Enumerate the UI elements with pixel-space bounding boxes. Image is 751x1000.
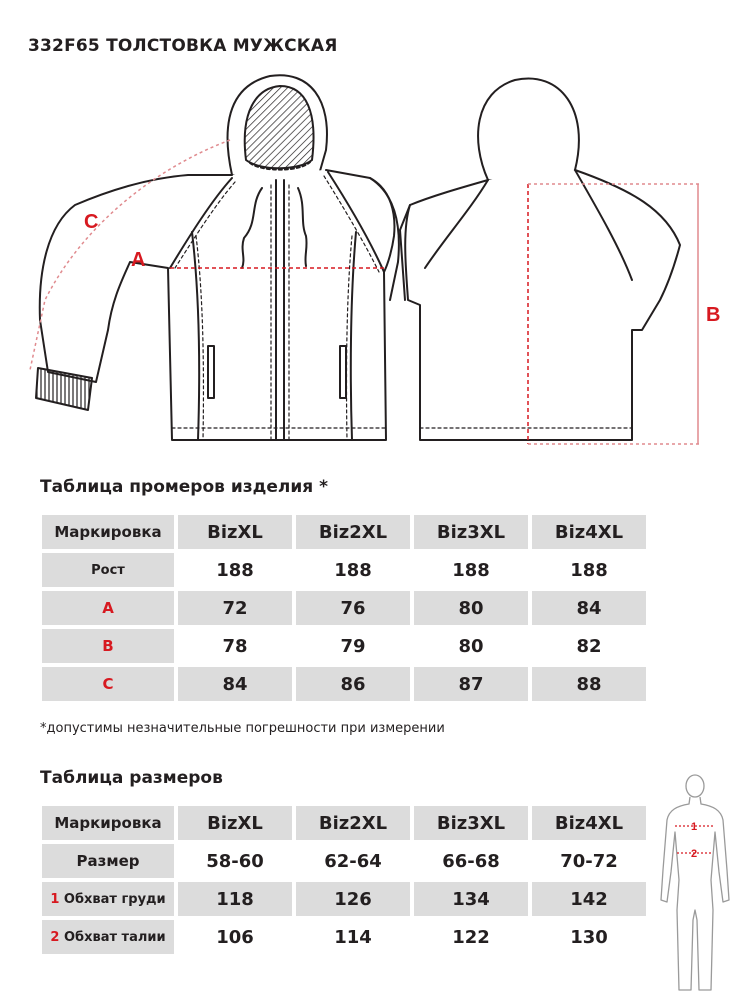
row-label [42, 844, 174, 878]
row-label [42, 882, 174, 916]
table-row [42, 806, 646, 840]
row-number: 1 [50, 891, 60, 907]
table-cell: 87 [414, 667, 528, 701]
table-row [42, 515, 646, 549]
garment-drawing [0, 60, 751, 460]
table-row [42, 629, 646, 663]
header-cell: Biz2XL [296, 515, 410, 549]
table-cell: 78 [178, 629, 292, 663]
table-cell: 134 [414, 882, 528, 916]
table-cell: 188 [296, 553, 410, 587]
table-cell: 86 [296, 667, 410, 701]
size-table-heading: Таблица размеров [40, 768, 223, 788]
table-cell: 84 [178, 667, 292, 701]
row-label: B [42, 629, 174, 663]
header-cell: Biz2XL [296, 806, 410, 840]
table-cell: 142 [532, 882, 646, 916]
size-table [38, 802, 650, 958]
table-cell: 76 [296, 591, 410, 625]
footnote: *допустимы незначительные погрешности при измерении [40, 721, 445, 736]
table-cell: 122 [414, 920, 528, 954]
table-row [42, 882, 646, 916]
header-cell: BizXL [178, 806, 292, 840]
table-cell: 188 [414, 553, 528, 587]
table-row [42, 920, 646, 954]
table-cell: 72 [178, 591, 292, 625]
table-cell: 88 [532, 667, 646, 701]
figure-marker-2: 2 [691, 848, 698, 860]
row-label-text: Обхват талии [63, 929, 166, 945]
table-cell: 106 [178, 920, 292, 954]
row-number: 2 [50, 929, 60, 945]
header-cell: Маркировка [42, 806, 174, 840]
row-label-text: Размер [76, 852, 140, 870]
row-label-text: Обхват груди [63, 891, 166, 907]
table-cell: 130 [532, 920, 646, 954]
table-cell: 188 [532, 553, 646, 587]
table-cell: 79 [296, 629, 410, 663]
table-row [42, 553, 646, 587]
row-label [42, 920, 174, 954]
header-cell: Biz3XL [414, 515, 528, 549]
body-figure-illustration [655, 770, 735, 995]
table-cell: 82 [532, 629, 646, 663]
table-cell: 84 [532, 591, 646, 625]
table-row [42, 591, 646, 625]
table-cell: 114 [296, 920, 410, 954]
table-cell: 66-68 [414, 844, 528, 878]
label-c: C [84, 211, 99, 233]
table-cell: 188 [178, 553, 292, 587]
page-title: 332F65 ТОЛСТОВКА МУЖСКАЯ [28, 36, 338, 56]
table-cell: 80 [414, 629, 528, 663]
table-row [42, 667, 646, 701]
table-row [42, 844, 646, 878]
table-cell: 118 [178, 882, 292, 916]
row-label: Рост [42, 553, 174, 587]
table-cell: 70-72 [532, 844, 646, 878]
label-b: B [706, 304, 721, 326]
back-body [405, 170, 680, 440]
table-cell: 126 [296, 882, 410, 916]
row-label: C [42, 667, 174, 701]
table-cell: 62-64 [296, 844, 410, 878]
row-label: A [42, 591, 174, 625]
header-cell: Biz4XL [532, 515, 646, 549]
label-a: A [131, 249, 146, 271]
header-cell: BizXL [178, 515, 292, 549]
measure-table-heading: Таблица промеров изделия * [40, 477, 328, 497]
figure-marker-1: 1 [691, 821, 698, 833]
table-cell: 58-60 [178, 844, 292, 878]
table-cell: 80 [414, 591, 528, 625]
measure-table [38, 511, 650, 705]
header-cell: Маркировка [42, 515, 174, 549]
header-cell: Biz3XL [414, 806, 528, 840]
header-cell: Biz4XL [532, 806, 646, 840]
